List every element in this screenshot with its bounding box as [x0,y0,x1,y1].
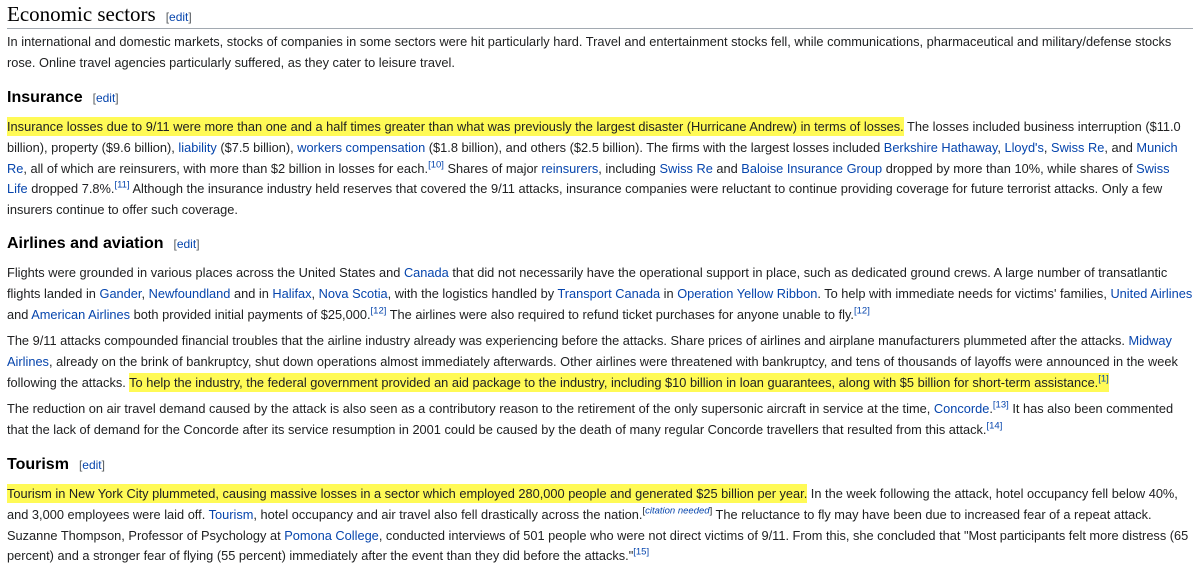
link-berkshire-hathaway[interactable]: Berkshire Hathaway [883,139,998,155]
reference-link[interactable]: [11] [114,180,130,192]
text: . To help with immediate needs for victims' families, [817,285,1111,301]
reference-link[interactable]: [14] [986,420,1003,432]
reference-13[interactable] [993,400,1009,411]
edit-section-economic: [edit] [165,10,192,24]
edit-section-tourism: [edit] [78,458,105,472]
text: The airlines were also required to refund ticket purchases for anyone unable to fly. [386,306,854,322]
text: ($7.5 billion), [216,139,298,155]
link-workers-compensation[interactable]: workers compensation [297,139,426,155]
link-lloyds[interactable]: Lloyd's [1004,139,1044,155]
edit-section-airlines: [edit] [173,237,200,251]
reference-11[interactable] [114,180,129,191]
reference-1[interactable] [1098,373,1109,384]
highlighted-text: Insurance losses due to 9/11 were more than one and a half times greater than what was previously the largest disaster (Hurricane Andrew) in terms of losses. [7,119,904,134]
reference-14[interactable] [987,421,1003,432]
reference-12[interactable] [371,305,387,316]
reference-link[interactable]: [12] [370,305,387,317]
text: , [311,285,319,301]
text: , [141,285,149,301]
text: Although the insurance industry held reserves that covered the 9/11 attacks, insurance companies were reluctant to continue providing coverage for future terrorist attacks. Only a few insurers continue to offer such coverage. [7,181,1163,218]
text: The reduction on air travel demand caused by the attack is also seen as a contributory reason to the retirement of the only supersonic aircraft in service at the time, [7,401,934,416]
reference-link[interactable]: [15] [633,547,650,559]
link-transport-canada[interactable]: Transport Canada [557,285,661,301]
insurance-paragraph [7,117,1193,221]
reference-link[interactable]: [1] [1098,373,1109,385]
bracket: ] [709,505,713,517]
highlighted-text: Tourism in New York City plummeted, causing massive losses in a sector which employed 280,000 people and generated $25 billion per year. [7,486,808,501]
link-swiss-re-2[interactable]: Swiss Re [659,160,713,176]
text: that did not necessarily have the operational support in place, such as dedicated ground crews. A large number of transatlantic flights landed in [7,265,1168,301]
link-liability[interactable]: liability [178,139,217,155]
link-american-airlines[interactable]: American Airlines [31,306,131,322]
text: , [1043,139,1052,155]
insurance-heading [7,87,1193,109]
text: It has also been commented that the lack of demand for the Concorde after its service resumption in 2001 could be caused by the death of many regular Concorde travellers that resulted from this attack. [7,401,1174,437]
text: , all of which are reinsurers, with more than $2 billion in losses for each. [23,160,429,176]
edit-link-insurance[interactable]: edit [95,91,116,105]
text: and [7,306,32,322]
edit-link-economic[interactable]: edit [169,10,189,24]
tourism-heading [7,454,1193,476]
text: and in [230,285,273,301]
airlines-heading [7,233,1193,255]
text: and [712,160,742,176]
link-operation-yellow-ribbon[interactable]: Operation Yellow Ribbon [677,285,818,301]
reference-link[interactable]: [12] [853,305,870,317]
text: The losses included business interruption ($11.0 billion), property ($9.6 billion), [7,119,1181,155]
text: , and [1104,139,1137,155]
heading-divider [7,28,1193,29]
reference-10[interactable] [428,159,444,170]
text: ($1.8 billion), and others ($2.5 billion). The firms with the largest losses included [425,139,884,155]
text: , conducted interviews of 501 people who were not direct victims of 9/11. From this, she concluded that "Most participants felt more distress (65 percent) and a stronger fear of flying (55 percent) immediately after the event than they did before the attacks." [7,527,1189,564]
citation-needed-link[interactable]: citation needed [645,505,710,517]
text: The 9/11 attacks compounded financial troubles that the airline industry already was experiencing before the attacks. Share prices of airlines and airplane manufacturers plummeted after the attacks. [7,333,1129,348]
economic-sectors-heading [7,1,1193,30]
citation-needed[interactable] [642,506,712,517]
reference-link[interactable]: [10] [428,159,444,171]
link-midway-airlines[interactable]: Midway Airlines [7,333,1172,369]
text: in [660,285,678,301]
insurance-title: Insurance [7,89,83,106]
text: In the week following the attack, hotel occupancy fell below 40%, and 3,000 employees were laid off. [7,486,1178,522]
link-nova-scotia[interactable]: Nova Scotia [318,285,388,301]
link-halifax[interactable]: Halifax [272,285,312,301]
link-pomona-college[interactable]: Pomona College [284,527,379,543]
text: Shares of major [443,160,542,176]
text: , including [598,160,660,176]
text: , already on the brink of bankruptcy, shut down operations almost immediately afterwards. Other airlines were threatened with bankruptcy, and tens of thousands of layoffs were announced in the week following the attacks. [7,353,1178,390]
text: both provided initial payments of $25,000. [130,306,371,322]
text: , with the logistics handled by [387,285,558,301]
airlines-paragraph-1 [7,263,1193,325]
edit-section-insurance: [edit] [92,91,119,105]
link-canada[interactable]: Canada [403,265,449,280]
reference-link[interactable]: [13] [992,399,1009,411]
economic-sectors-title: Economic sectors [7,2,156,26]
text: dropped 7.8%. [27,181,115,197]
text: , [997,139,1005,155]
text: dropped by more than 10%, while shares of [882,160,1137,176]
link-reinsurers[interactable]: reinsurers [541,160,599,176]
tourism-title: Tourism [7,456,69,473]
economic-intro-paragraph: In international and domestic markets, stocks of companies in some sectors were hit particularly hard. Travel and entertainment stocks fell, while communications, pharmaceutical and military/defense stocks rose. Online travel agencies particularly suffered, as they cater to leisure travel. [7,34,1172,70]
edit-link-airlines[interactable]: edit [176,237,197,251]
text: Flights were grounded in various places across the United States and [7,265,404,280]
text: . [989,401,993,416]
edit-link-tourism[interactable]: edit [82,458,102,472]
highlighted-text: To help the industry, the federal government provided an aid package to the industry, including $10 billion in loan guarantees, along with $5 billion for short-term assistance. [129,374,1099,390]
airlines-paragraph-2 [7,331,1193,393]
link-swiss-re[interactable]: Swiss Re [1051,139,1105,155]
airlines-title: Airlines and aviation [7,235,164,252]
link-newfoundland[interactable]: Newfoundland [148,285,231,301]
link-baloise-insurance-group[interactable]: Baloise Insurance Group [741,160,883,176]
text: The reluctance to fly may have been due to increased fear of a repeat attack. Suzanne Thompson, Professor of Psychology at [7,506,1152,543]
link-united-airlines[interactable]: United Airlines [1110,285,1193,301]
reference-15[interactable] [633,547,649,558]
link-gander[interactable]: Gander [99,285,142,301]
airlines-paragraph-3 [7,399,1193,441]
text: , hotel occupancy and air travel also fell drastically across the nation. [253,506,643,522]
link-munich-re[interactable]: Munich Re [7,139,1178,176]
link-tourism[interactable]: Tourism [208,506,254,522]
link-swiss-life[interactable]: Swiss Life [7,160,1170,197]
link-concorde[interactable]: Concorde [933,401,990,416]
bracket: [ [642,505,646,517]
reference-12[interactable] [854,305,870,316]
tourism-paragraph [7,484,1193,567]
